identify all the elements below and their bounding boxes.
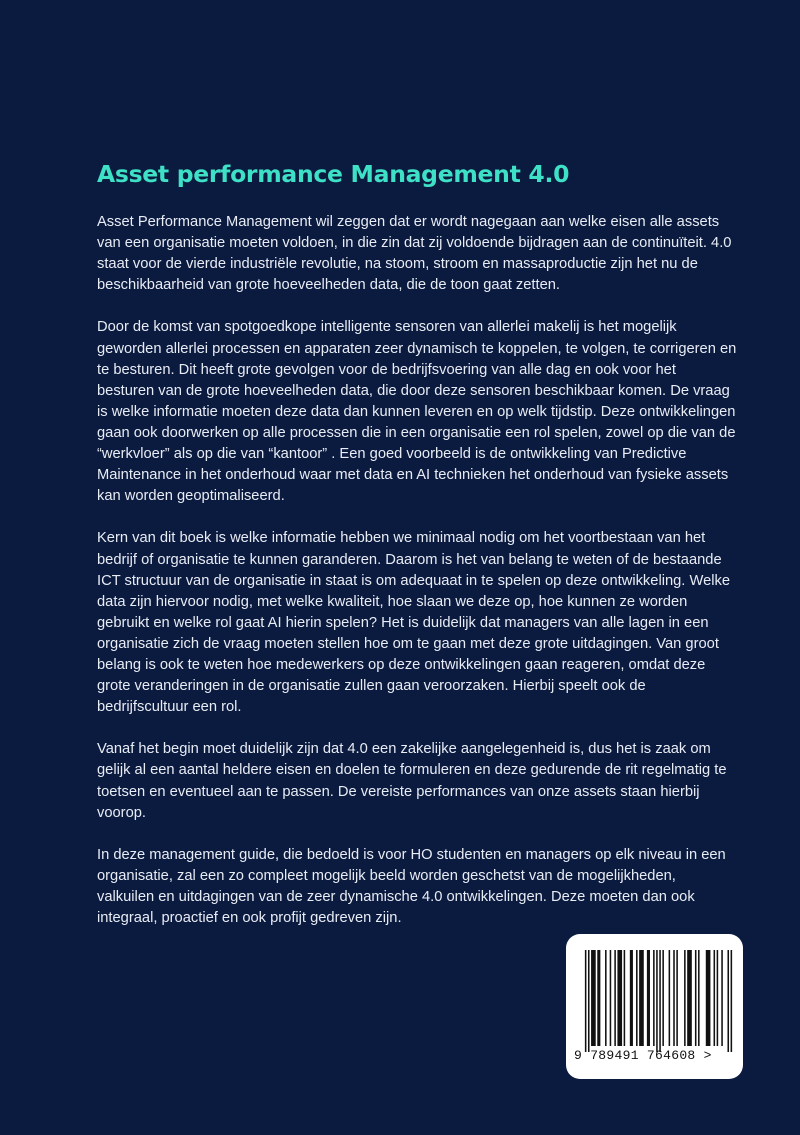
barcode-bar [605,950,607,1046]
paragraph-1: Asset Performance Management wil zeggen dat er wordt nagegaan aan welke eisen alle assets van een organisatie moeten voldoen, in die zin dat zij voldoende bijdragen aan de continuïteit. 4.0 staat voor de vierde industriële revolutie, na stoom, stroom en massaproductie zijn het nu de beschikbaarheid van grote hoeveelheden data, die de toon gaat zetten. [97,214,732,294]
barcode-bar [656,950,658,1052]
barcode-bar [617,950,622,1046]
barcode-bar [630,950,633,1046]
barcode-bar [614,950,616,1046]
barcode-bar [653,950,655,1046]
barcode-bar [698,950,700,1046]
barcode-bar [687,950,692,1046]
barcode-bar [676,950,678,1046]
barcode-bar [684,950,686,1046]
barcode-bar [647,950,650,1046]
barcode-bar [721,950,723,1046]
barcode-bar [727,950,729,1052]
barcode-bar [662,950,664,1046]
barcode-bar [669,950,671,1046]
paragraph-3: Kern van dit boek is welke informatie hebben we minimaal nodig om het voortbestaan van het bedrijf of organisatie te kunnen garanderen. Daarom is het van belang te weten of de bestaande ICT structuur van de organisatie in staat is om adequaat in te spelen op deze ontwikkeling. Welke data zijn hiervoor nodig, met welke kwaliteit, hoe slaan we deze op, hoe kunnen ze worden gebruikt en welke rol gaat AI hierin spelen? Het is duidelijk dat managers van alle lagen in een organisatie zich de vraag moeten stellen hoe om te gaan met deze grote uitdagingen. Van groot belang is ook te weten hoe medewerkers op deze ontwikkelingen gaan reageren, omdat deze grote veranderingen in de organisatie zullen gaan veroorzaken. Hierbij speelt ook de bedrijfscultuur een rol. [97,530,731,716]
barcode-bar [636,950,638,1046]
paragraph-5: In deze management guide, die bedoeld is voor HO studenten en managers op elk niveau in een organisatie, zal een zo compleet mogelijk beeld worden geschetst van de mogelijkheden, valkuilen en uitdagingen van de zeer dynamische 4.0 ontwikkelingen. Deze moeten dan ook integraal, proactief en ook profijt gedreven zijn. [97,846,726,927]
page-title: Asset performance Management 4.0 [97,160,570,188]
body-text [97,212,737,950]
barcode-bar [597,950,600,1046]
paragraph-2: Door de komst van spotgoedkope intelligente sensoren van allerlei makelij is het mogelijk geworden allerlei processen en apparaten zeer dynamisch te koppelen, te volgen, te corrigeren en te besturen. Dit heeft grote gevolgen voor de bedrijfsvoering van alle dag en ook voor het besturen van de grote hoeveelheden data, die door deze sensoren beschikbaar komen. De vraag is welke informatie moeten deze data dan kunnen leveren en op welk tijdstip. Deze ontwikkelingen gaan ook doorwerken op alle processen die in een organisatie een rol spelen, zowel op die van de “werkvloer” als op die van “kantoor” . Een goed voorbeeld is de ontwikkeling van Predictive Maintenance in het onderhoud waar met data en AI technieken het onderhoud van fysieke assets kan worden geoptimaliseerd. [97,319,737,505]
barcode-bar [714,950,716,1046]
barcode-bar [585,950,587,1052]
barcode-bar [639,950,644,1046]
barcode-bar [695,950,697,1046]
barcode-bar [731,950,733,1052]
barcode-box [566,934,743,1079]
barcode-bar [673,950,675,1046]
barcode-bar [659,950,661,1052]
barcode-bar [706,950,711,1046]
barcode-bar [591,950,596,1046]
paragraph-4: Vanaf het begin moet duidelijk zijn dat 4.0 een zakelijke aangelegenheid is, dus het is zaak om gelijk al een aantal heldere eisen en doelen te formuleren en deze gedurende de rit regelmatig te toetsen en eventueel aan te passen. De vereiste performances van onze assets staan hierbij voorop. [97,741,727,821]
barcode-bar [588,950,590,1052]
barcode-bar [610,950,612,1046]
barcode-bar [624,950,626,1046]
isbn-digits: 9 789491 764608 > [574,1048,712,1063]
barcode-bar [717,950,719,1046]
